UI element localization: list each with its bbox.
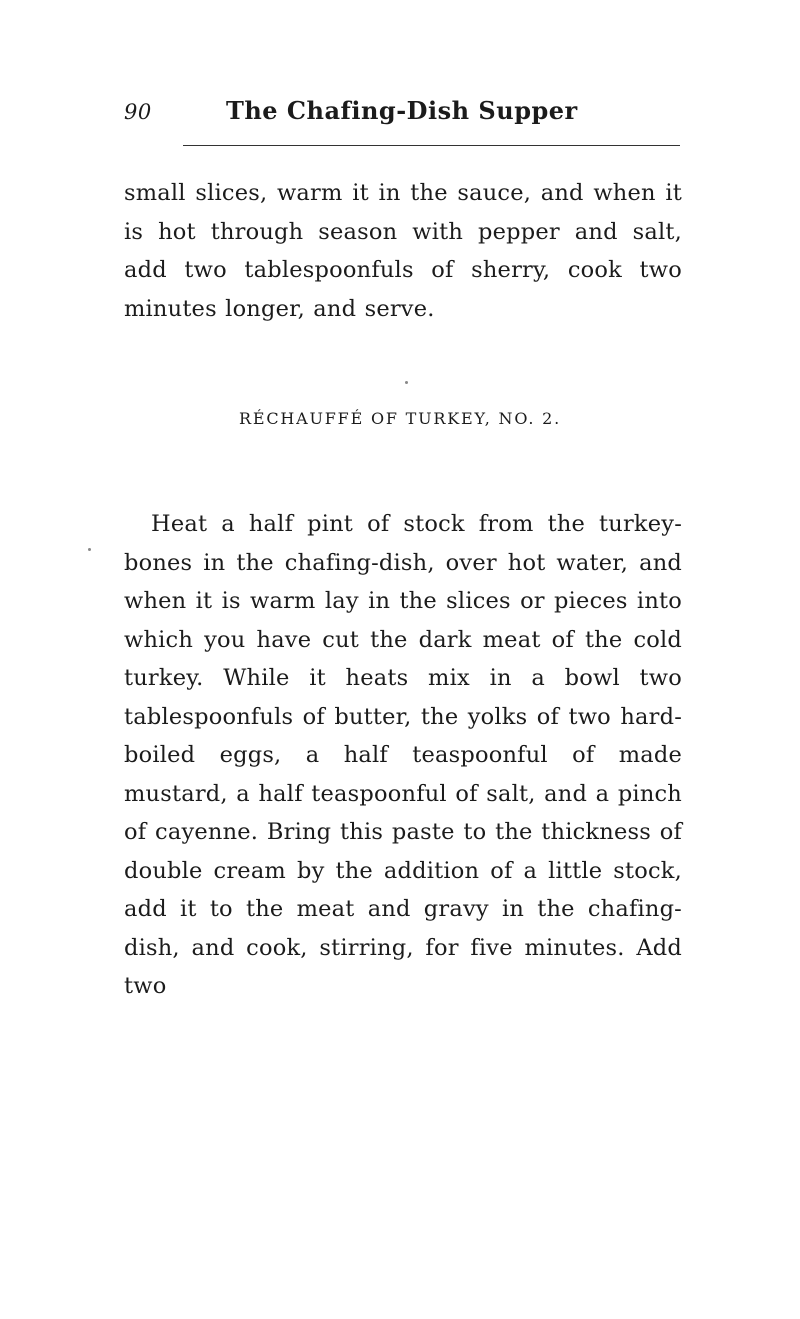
print-speck: [405, 381, 408, 384]
running-head: The Chafing-Dish Supper: [226, 96, 578, 125]
section-heading: RÉCHAUFFÉ OF TURKEY, NO. 2.: [239, 409, 561, 428]
recipe-paragraph: Heat a half pint of stock from the turkey-bones in the chafing-dish, over hot water, and when it is warm lay in the slices or pieces into which you have cut the dark meat of the cold turkey. While it heats mix in a bowl two tablespoonfuls of butter, the yolks of two hard-boiled eggs, a half teaspoonful of made mustard, a half teaspoonful of salt, and a pinch of cayenne. Bring this paste to the thickness of double cream by the addition of a little stock, add it to the meat and gravy in the chafing-dish, and cook, stirring, for five minutes. Add two: [124, 511, 682, 999]
header-rule: [183, 145, 680, 146]
print-speck: [88, 548, 91, 551]
continuation-paragraph: small slices, warm it in the sauce, and when it is hot through season with pepper and salt, add two tablespoonfuls of sherry, cook two minutes longer, and serve.: [124, 180, 682, 322]
page-number: 90: [124, 100, 152, 124]
page-header: [124, 96, 684, 136]
